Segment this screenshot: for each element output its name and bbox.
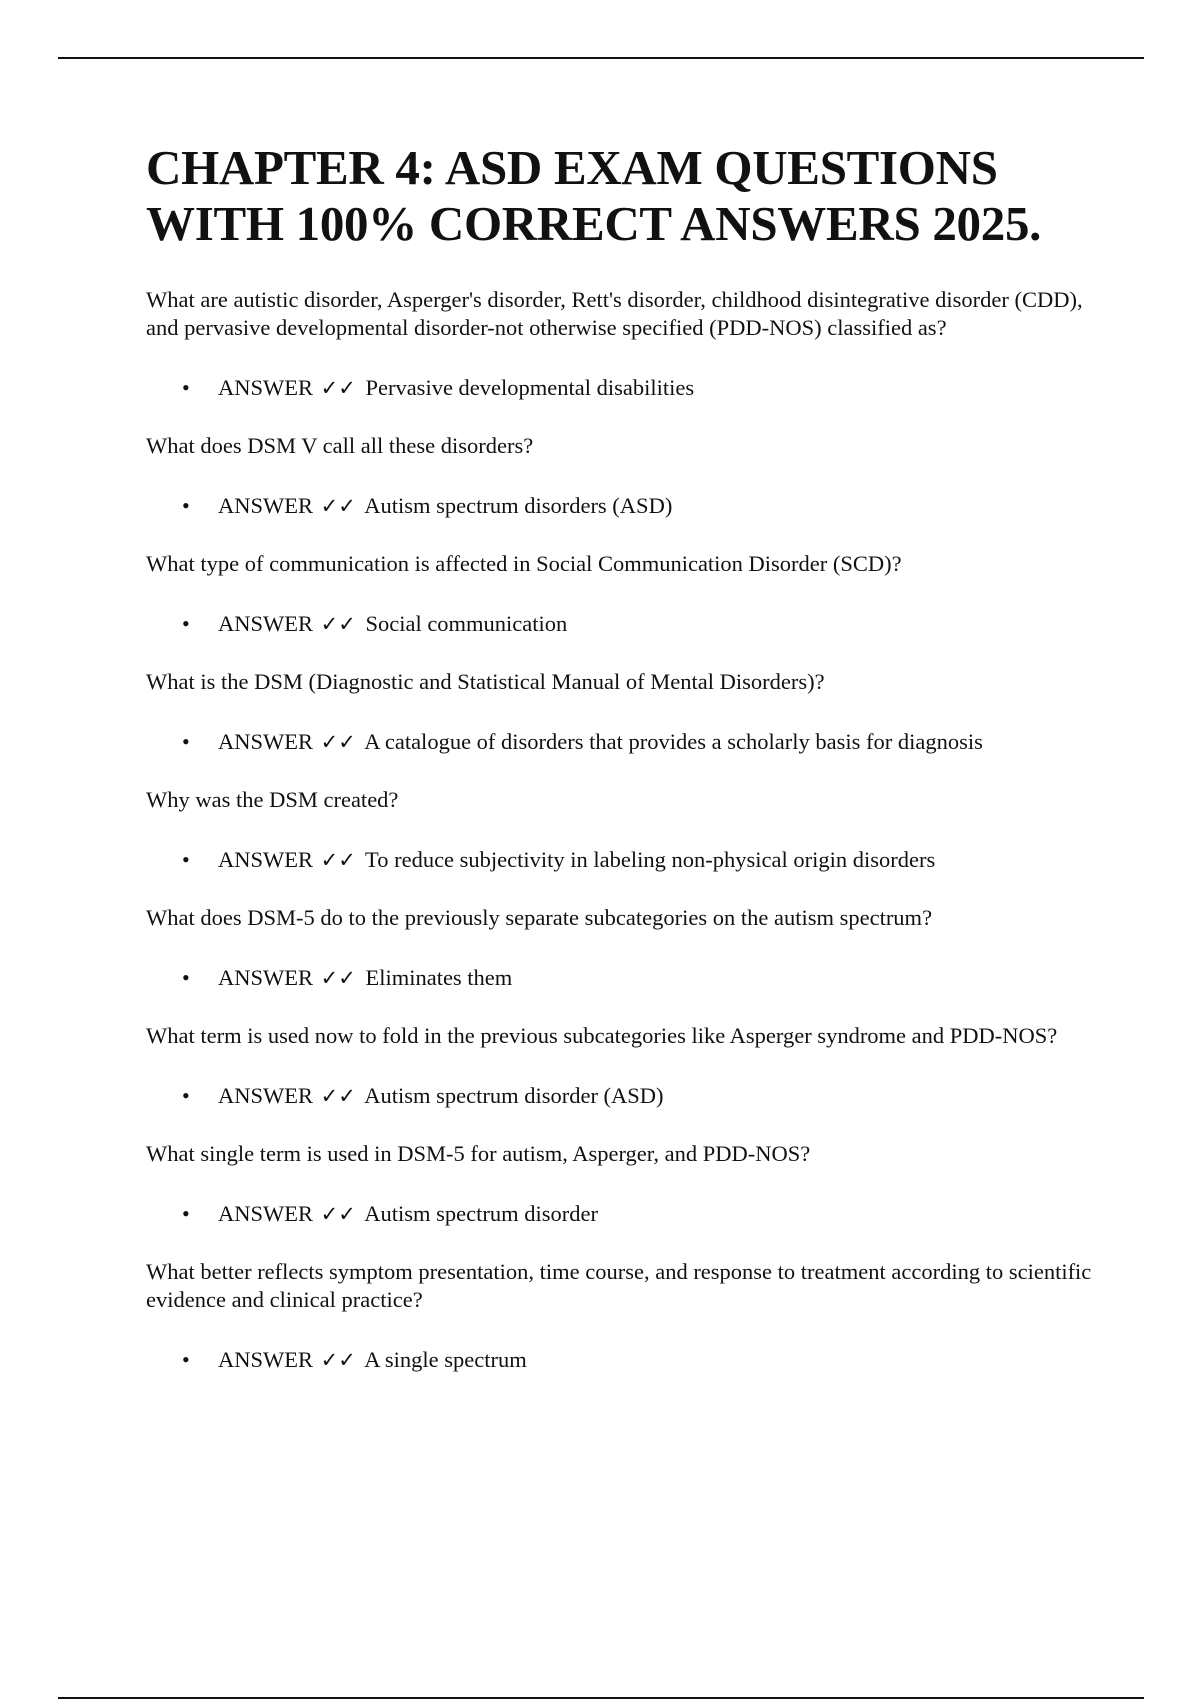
double-check-icon: ✓✓	[320, 376, 356, 400]
bullet-icon: •	[182, 1201, 190, 1226]
qa-item	[146, 1022, 1096, 1110]
bullet-icon: •	[182, 1347, 190, 1372]
answer-list-item	[146, 964, 1096, 992]
page-title: CHAPTER 4: ASD EXAM QUESTIONS WITH 100% CORRECT ANSWERS 2025.	[146, 140, 1042, 251]
question-text: What type of communication is affected in Social Communication Disorder (SCD)?	[146, 551, 902, 576]
double-check-icon: ✓✓	[320, 848, 356, 872]
qa-item	[146, 668, 1096, 756]
answer-text: A single spectrum	[364, 1347, 527, 1372]
answer-text: Eliminates them	[365, 965, 513, 990]
answer-list-item	[146, 492, 1096, 520]
double-check-icon: ✓✓	[320, 730, 356, 754]
answer-text: Autism spectrum disorder	[364, 1201, 598, 1226]
answer-list-item	[146, 846, 1096, 874]
answer-label: ANSWER	[218, 965, 313, 990]
question-text: What term is used now to fold in the previous subcategories like Asperger syndrome and PDD-NOS?	[146, 1023, 1058, 1048]
top-rule	[58, 57, 1144, 59]
answer-text: Social communication	[365, 611, 568, 636]
qa-item	[146, 786, 1096, 874]
question-text: Why was the DSM created?	[146, 787, 399, 812]
double-check-icon: ✓✓	[320, 1202, 356, 1226]
qa-item	[146, 1258, 1096, 1374]
answer-label: ANSWER	[218, 729, 313, 754]
question-text: What is the DSM (Diagnostic and Statistical Manual of Mental Disorders)?	[146, 669, 825, 694]
answer-list-item	[146, 610, 1096, 638]
answer-label: ANSWER	[218, 1201, 313, 1226]
question-text: What better reflects symptom presentation, time course, and response to treatment according to scientific evidence and clinical practice?	[146, 1259, 1092, 1312]
answer-list-item	[146, 1200, 1096, 1228]
qa-list	[146, 286, 1096, 1374]
answer-label: ANSWER	[218, 611, 313, 636]
bullet-icon: •	[182, 965, 190, 990]
question-text: What single term is used in DSM-5 for autism, Asperger, and PDD-NOS?	[146, 1141, 811, 1166]
qa-item	[146, 1140, 1096, 1228]
bullet-icon: •	[182, 847, 190, 872]
double-check-icon: ✓✓	[320, 1084, 356, 1108]
bullet-icon: •	[182, 1083, 190, 1108]
double-check-icon: ✓✓	[320, 494, 356, 518]
answer-label: ANSWER	[218, 493, 313, 518]
qa-item	[146, 550, 1096, 638]
question-text: What are autistic disorder, Asperger's disorder, Rett's disorder, childhood disintegrative disorder (CDD), and pervasive developmental disorder-not otherwise specified (PDD-NOS) classified as?	[146, 287, 1083, 340]
qa-item	[146, 432, 1096, 520]
double-check-icon: ✓✓	[320, 1348, 356, 1372]
answer-label: ANSWER	[218, 847, 313, 872]
answer-text: Autism spectrum disorder (ASD)	[364, 1083, 664, 1108]
answer-text: Autism spectrum disorders (ASD)	[364, 493, 673, 518]
qa-item	[146, 286, 1096, 402]
answer-text: Pervasive developmental disabilities	[365, 375, 695, 400]
qa-item	[146, 904, 1096, 992]
bullet-icon: •	[182, 729, 190, 754]
bullet-icon: •	[182, 375, 190, 400]
answer-list-item	[146, 1346, 1096, 1374]
bottom-rule	[58, 1697, 1144, 1699]
document-body	[146, 140, 1096, 1404]
double-check-icon: ✓✓	[320, 612, 356, 636]
answer-label: ANSWER	[218, 1083, 313, 1108]
answer-list-item	[146, 728, 1096, 756]
answer-text: A catalogue of disorders that provides a scholarly basis for diagnosis	[364, 729, 983, 754]
answer-label: ANSWER	[218, 1347, 313, 1372]
answer-list-item	[146, 374, 1096, 402]
double-check-icon: ✓✓	[320, 966, 356, 990]
answer-list-item	[146, 1082, 1096, 1110]
answer-text: To reduce subjectivity in labeling non-physical origin disorders	[365, 847, 936, 872]
bullet-icon: •	[182, 493, 190, 518]
question-text: What does DSM-5 do to the previously separate subcategories on the autism spectrum?	[146, 905, 933, 930]
question-text: What does DSM V call all these disorders?	[146, 433, 534, 458]
answer-label: ANSWER	[218, 375, 313, 400]
bullet-icon: •	[182, 611, 190, 636]
